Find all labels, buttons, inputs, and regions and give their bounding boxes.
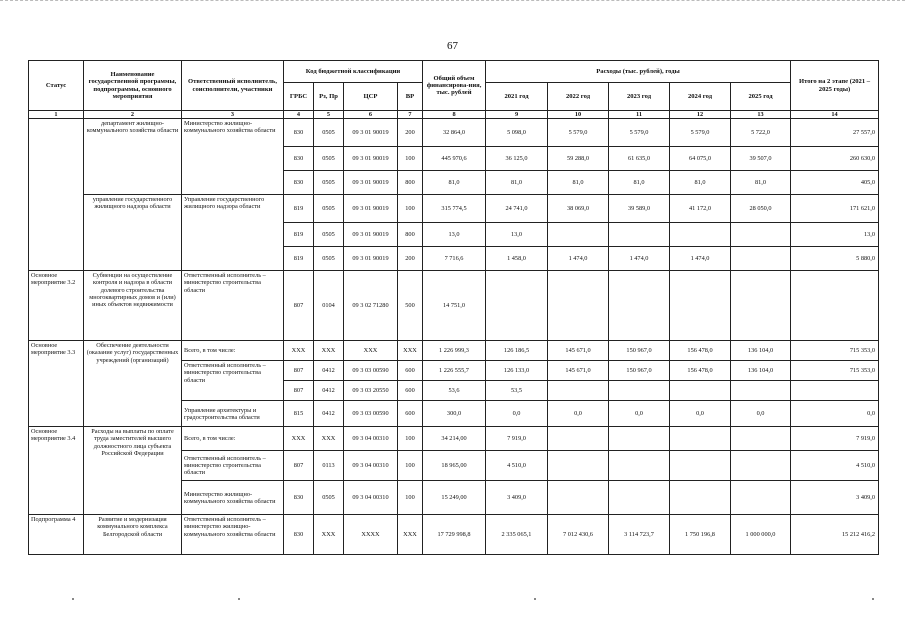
- y2023-cell: 150 967,0: [609, 361, 670, 381]
- executor-cell: Ответственный исполнитель – министерство строительства области: [182, 271, 284, 341]
- vr-cell: 100: [398, 451, 423, 481]
- y2022-cell: 5 579,0: [548, 119, 609, 147]
- y2021-cell: [486, 271, 548, 341]
- y2022-cell: 38 069,0: [548, 195, 609, 223]
- y2022-cell: [548, 451, 609, 481]
- y2024-cell: [670, 381, 731, 401]
- itogo-cell: 5 880,0: [791, 247, 879, 271]
- y2023-cell: [609, 381, 670, 401]
- table-row: [29, 195, 879, 223]
- executor-cell: Всего, в том числе:: [182, 427, 284, 451]
- y2024-cell: 41 172,0: [670, 195, 731, 223]
- vr-cell: 200: [398, 247, 423, 271]
- header-itogo: Итого на 2 этапе (2021 – 2025 годы): [791, 61, 879, 111]
- rzpr-cell: 0412: [314, 361, 344, 381]
- status-cell: Основное мероприятие 3.4: [29, 427, 84, 515]
- vr-cell: XXX: [398, 515, 423, 555]
- vr-cell: 200: [398, 119, 423, 147]
- y2025-cell: 28 050,0: [731, 195, 791, 223]
- executor-cell: Ответственный исполнитель – министерство жилищно-коммунального хозяйства области: [182, 515, 284, 555]
- y2022-cell: 7 012 430,6: [548, 515, 609, 555]
- itogo-cell: 3 409,0: [791, 481, 879, 515]
- col-number: 6: [344, 111, 398, 119]
- y2022-cell: 145 671,0: [548, 361, 609, 381]
- executor-cell: Всего, в том числе:: [182, 341, 284, 361]
- csr-cell: 09 3 01 90019: [344, 247, 398, 271]
- header-2024: 2024 год: [670, 83, 731, 111]
- vr-cell: 500: [398, 271, 423, 341]
- header-grbs: ГРБС: [284, 83, 314, 111]
- rzpr-cell: 0505: [314, 119, 344, 147]
- y2024-cell: [670, 481, 731, 515]
- vr-cell: 800: [398, 171, 423, 195]
- rzpr-cell: 0505: [314, 195, 344, 223]
- name-cell: Расходы на выплаты по оплате труда заместителей высшего должностного лица субъекта Российской Федерации: [84, 427, 182, 515]
- y2021-cell: 53,5: [486, 381, 548, 401]
- total-cell: 18 965,00: [423, 451, 486, 481]
- executor-cell: Управление архитектуры и градостроительства области: [182, 401, 284, 427]
- col-number: 9: [486, 111, 548, 119]
- csr-cell: 09 3 03 00590: [344, 361, 398, 381]
- rzpr-cell: 0113: [314, 451, 344, 481]
- grbs-cell: 807: [284, 381, 314, 401]
- status-cell-empty: [29, 119, 84, 271]
- itogo-cell: 260 630,0: [791, 147, 879, 171]
- rzpr-cell: XXX: [314, 341, 344, 361]
- vr-cell: 100: [398, 147, 423, 171]
- y2023-cell: 1 474,0: [609, 247, 670, 271]
- scan-speck: [72, 598, 74, 600]
- y2021-cell: 24 741,0: [486, 195, 548, 223]
- rzpr-cell: 0104: [314, 271, 344, 341]
- y2021-cell: 36 125,0: [486, 147, 548, 171]
- y2025-cell: [731, 481, 791, 515]
- executor-cell: Министерство жилищно-коммунального хозяйства области: [182, 119, 284, 195]
- vr-cell: 100: [398, 481, 423, 515]
- y2024-cell: 0,0: [670, 401, 731, 427]
- y2023-cell: 150 967,0: [609, 341, 670, 361]
- y2022-cell: [548, 427, 609, 451]
- y2024-cell: 64 075,0: [670, 147, 731, 171]
- y2024-cell: [670, 223, 731, 247]
- y2024-cell: 1 750 196,8: [670, 515, 731, 555]
- csr-cell: 09 3 01 90019: [344, 195, 398, 223]
- csr-cell: 09 3 04 00310: [344, 451, 398, 481]
- y2021-cell: 81,0: [486, 171, 548, 195]
- y2021-cell: 13,0: [486, 223, 548, 247]
- total-cell: 53,6: [423, 381, 486, 401]
- rzpr-cell: XXX: [314, 427, 344, 451]
- executor-cell: Министерство жилищно-коммунального хозяйства области: [182, 481, 284, 515]
- y2021-cell: 126 186,5: [486, 341, 548, 361]
- page-number: 67: [447, 40, 458, 52]
- itogo-cell: 15 212 416,2: [791, 515, 879, 555]
- y2022-cell: 1 474,0: [548, 247, 609, 271]
- name-cell: управление государственного жилищного надзора области: [84, 195, 182, 271]
- itogo-cell: 7 919,0: [791, 427, 879, 451]
- y2025-cell: [731, 451, 791, 481]
- csr-cell: 09 3 01 90019: [344, 147, 398, 171]
- rzpr-cell: 0505: [314, 171, 344, 195]
- col-number: 10: [548, 111, 609, 119]
- csr-cell: 09 3 03 20550: [344, 381, 398, 401]
- rzpr-cell: 0505: [314, 223, 344, 247]
- grbs-cell: 807: [284, 271, 314, 341]
- table-row: [29, 119, 879, 147]
- csr-cell: 09 3 01 90019: [344, 119, 398, 147]
- y2021-cell: 0,0: [486, 401, 548, 427]
- y2022-cell: [548, 381, 609, 401]
- header-expenses: Расходы (тыс. рублей), годы: [486, 61, 791, 83]
- csr-cell: 09 3 03 00590: [344, 401, 398, 427]
- y2023-cell: 3 114 723,7: [609, 515, 670, 555]
- grbs-cell: 807: [284, 361, 314, 381]
- header-budget-code: Код бюджетной классификации: [284, 61, 423, 83]
- y2023-cell: [609, 451, 670, 481]
- y2025-cell: 81,0: [731, 171, 791, 195]
- scan-artifacts: [0, 598, 905, 608]
- y2024-cell: [670, 427, 731, 451]
- y2021-cell: 2 335 065,1: [486, 515, 548, 555]
- total-cell: 15 249,00: [423, 481, 486, 515]
- col-number: 13: [731, 111, 791, 119]
- grbs-cell: 830: [284, 515, 314, 555]
- executor-cell: Управление государственного жилищного надзора области: [182, 195, 284, 271]
- y2023-cell: [609, 427, 670, 451]
- total-cell: 81,0: [423, 171, 486, 195]
- grbs-cell: 819: [284, 223, 314, 247]
- y2025-cell: 5 722,0: [731, 119, 791, 147]
- vr-cell: XXX: [398, 341, 423, 361]
- itogo-cell: 171 621,0: [791, 195, 879, 223]
- vr-cell: 600: [398, 381, 423, 401]
- col-number: 4: [284, 111, 314, 119]
- header-2022: 2022 год: [548, 83, 609, 111]
- y2022-cell: 81,0: [548, 171, 609, 195]
- csr-cell: 09 3 01 90019: [344, 171, 398, 195]
- table-row: [29, 515, 879, 555]
- table-row: [29, 341, 879, 361]
- y2024-cell: 5 579,0: [670, 119, 731, 147]
- y2024-cell: 156 478,0: [670, 361, 731, 381]
- y2021-cell: 5 098,0: [486, 119, 548, 147]
- executor-cell: Ответственный исполнитель – министерство строительства области: [182, 361, 284, 401]
- rzpr-cell: 0412: [314, 381, 344, 401]
- vr-cell: 100: [398, 195, 423, 223]
- total-cell: 32 864,0: [423, 119, 486, 147]
- scan-top-edge: [0, 0, 905, 3]
- total-cell: 300,0: [423, 401, 486, 427]
- col-number: 7: [398, 111, 423, 119]
- grbs-cell: 807: [284, 451, 314, 481]
- y2023-cell: [609, 481, 670, 515]
- itogo-cell: 405,0: [791, 171, 879, 195]
- csr-cell: 09 3 01 90019: [344, 223, 398, 247]
- vr-cell: 600: [398, 401, 423, 427]
- y2021-cell: 7 919,0: [486, 427, 548, 451]
- name-cell: Развитие и модернизация коммунального комплекса Белгородской области: [84, 515, 182, 555]
- itogo-cell: [791, 381, 879, 401]
- header-2023: 2023 год: [609, 83, 670, 111]
- y2025-cell: 0,0: [731, 401, 791, 427]
- header-executor: Ответственный исполнитель, соисполнители, участники: [182, 61, 284, 111]
- status-cell: Подпрограмма 4: [29, 515, 84, 555]
- scan-speck: [872, 598, 874, 600]
- header-total-volume: Общий объем финансирова-ния, тыс. рублей: [423, 61, 486, 111]
- col-number: 3: [182, 111, 284, 119]
- scan-speck: [238, 598, 240, 600]
- name-cell: Субвенции на осуществление контроля и надзора в области долевого строительства многоквартирных домов и (или) иных объектов недвижимости: [84, 271, 182, 341]
- y2023-cell: 61 635,0: [609, 147, 670, 171]
- header-csr: ЦСР: [344, 83, 398, 111]
- total-cell: 315 774,5: [423, 195, 486, 223]
- y2023-cell: 39 589,0: [609, 195, 670, 223]
- csr-cell: XXXX: [344, 515, 398, 555]
- rzpr-cell: 0505: [314, 147, 344, 171]
- y2025-cell: [731, 381, 791, 401]
- itogo-cell: 0,0: [791, 401, 879, 427]
- scan-speck: [534, 598, 536, 600]
- y2023-cell: 81,0: [609, 171, 670, 195]
- itogo-cell: 13,0: [791, 223, 879, 247]
- grbs-cell: XXX: [284, 427, 314, 451]
- y2025-cell: [731, 247, 791, 271]
- vr-cell: 800: [398, 223, 423, 247]
- itogo-cell: 4 510,0: [791, 451, 879, 481]
- name-cell: Обеспечение деятельности (оказание услуг) государственных учреждений (организаций): [84, 341, 182, 427]
- y2025-cell: 39 507,0: [731, 147, 791, 171]
- y2025-cell: [731, 223, 791, 247]
- header-rzpr: Рз, Пр: [314, 83, 344, 111]
- y2024-cell: [670, 271, 731, 341]
- csr-cell: 09 3 04 00310: [344, 427, 398, 451]
- y2024-cell: 1 474,0: [670, 247, 731, 271]
- y2025-cell: 136 104,0: [731, 341, 791, 361]
- grbs-cell: 830: [284, 481, 314, 515]
- col-number: 14: [791, 111, 879, 119]
- col-number: 1: [29, 111, 84, 119]
- csr-cell: XXX: [344, 341, 398, 361]
- y2025-cell: [731, 271, 791, 341]
- header-status: Статус: [29, 61, 84, 111]
- itogo-cell: 715 353,0: [791, 361, 879, 381]
- y2025-cell: 136 104,0: [731, 361, 791, 381]
- total-cell: 445 970,6: [423, 147, 486, 171]
- rzpr-cell: 0505: [314, 481, 344, 515]
- total-cell: 14 751,0: [423, 271, 486, 341]
- name-cell: департамент жилищно-коммунального хозяйства области: [84, 119, 182, 195]
- rzpr-cell: 0505: [314, 247, 344, 271]
- table-row: [29, 427, 879, 451]
- itogo-cell: 27 557,0: [791, 119, 879, 147]
- col-number: 8: [423, 111, 486, 119]
- grbs-cell: 815: [284, 401, 314, 427]
- executor-cell: Ответственный исполнитель – министерство строительства области: [182, 451, 284, 481]
- header-vr: ВР: [398, 83, 423, 111]
- total-cell: 34 214,00: [423, 427, 486, 451]
- total-cell: 1 226 999,3: [423, 341, 486, 361]
- y2023-cell: [609, 271, 670, 341]
- y2023-cell: 0,0: [609, 401, 670, 427]
- col-number: 11: [609, 111, 670, 119]
- header-name: Наименование государственной программы, подпрограммы, основного мероприятия: [84, 61, 182, 111]
- y2024-cell: 156 478,0: [670, 341, 731, 361]
- rzpr-cell: XXX: [314, 515, 344, 555]
- y2025-cell: [731, 427, 791, 451]
- col-number: 5: [314, 111, 344, 119]
- col-number: 2: [84, 111, 182, 119]
- total-cell: 13,0: [423, 223, 486, 247]
- y2021-cell: 4 510,0: [486, 451, 548, 481]
- y2023-cell: 5 579,0: [609, 119, 670, 147]
- total-cell: 7 716,6: [423, 247, 486, 271]
- y2022-cell: 59 288,0: [548, 147, 609, 171]
- itogo-cell: [791, 271, 879, 341]
- grbs-cell: 830: [284, 119, 314, 147]
- status-cell: Основное мероприятие 3.3: [29, 341, 84, 427]
- budget-table-wrap: [28, 60, 878, 555]
- grbs-cell: 830: [284, 171, 314, 195]
- y2023-cell: [609, 223, 670, 247]
- grbs-cell: XXX: [284, 341, 314, 361]
- header-2021: 2021 год: [486, 83, 548, 111]
- rzpr-cell: 0412: [314, 401, 344, 427]
- y2022-cell: [548, 223, 609, 247]
- total-cell: 1 226 555,7: [423, 361, 486, 381]
- y2022-cell: [548, 271, 609, 341]
- y2024-cell: [670, 451, 731, 481]
- grbs-cell: 830: [284, 147, 314, 171]
- y2024-cell: 81,0: [670, 171, 731, 195]
- y2022-cell: 0,0: [548, 401, 609, 427]
- total-cell: 17 729 998,8: [423, 515, 486, 555]
- y2022-cell: 145 671,0: [548, 341, 609, 361]
- csr-cell: 09 3 02 71280: [344, 271, 398, 341]
- grbs-cell: 819: [284, 195, 314, 223]
- y2021-cell: 1 458,0: [486, 247, 548, 271]
- table-row: [29, 271, 879, 341]
- budget-table: [28, 60, 879, 555]
- itogo-cell: 715 353,0: [791, 341, 879, 361]
- y2021-cell: 3 409,0: [486, 481, 548, 515]
- y2021-cell: 126 133,0: [486, 361, 548, 381]
- grbs-cell: 819: [284, 247, 314, 271]
- csr-cell: 09 3 04 00310: [344, 481, 398, 515]
- status-cell: Основное мероприятие 3.2: [29, 271, 84, 341]
- y2022-cell: [548, 481, 609, 515]
- vr-cell: 100: [398, 427, 423, 451]
- y2025-cell: 1 000 000,0: [731, 515, 791, 555]
- header-2025: 2025 год: [731, 83, 791, 111]
- col-number: 12: [670, 111, 731, 119]
- vr-cell: 600: [398, 361, 423, 381]
